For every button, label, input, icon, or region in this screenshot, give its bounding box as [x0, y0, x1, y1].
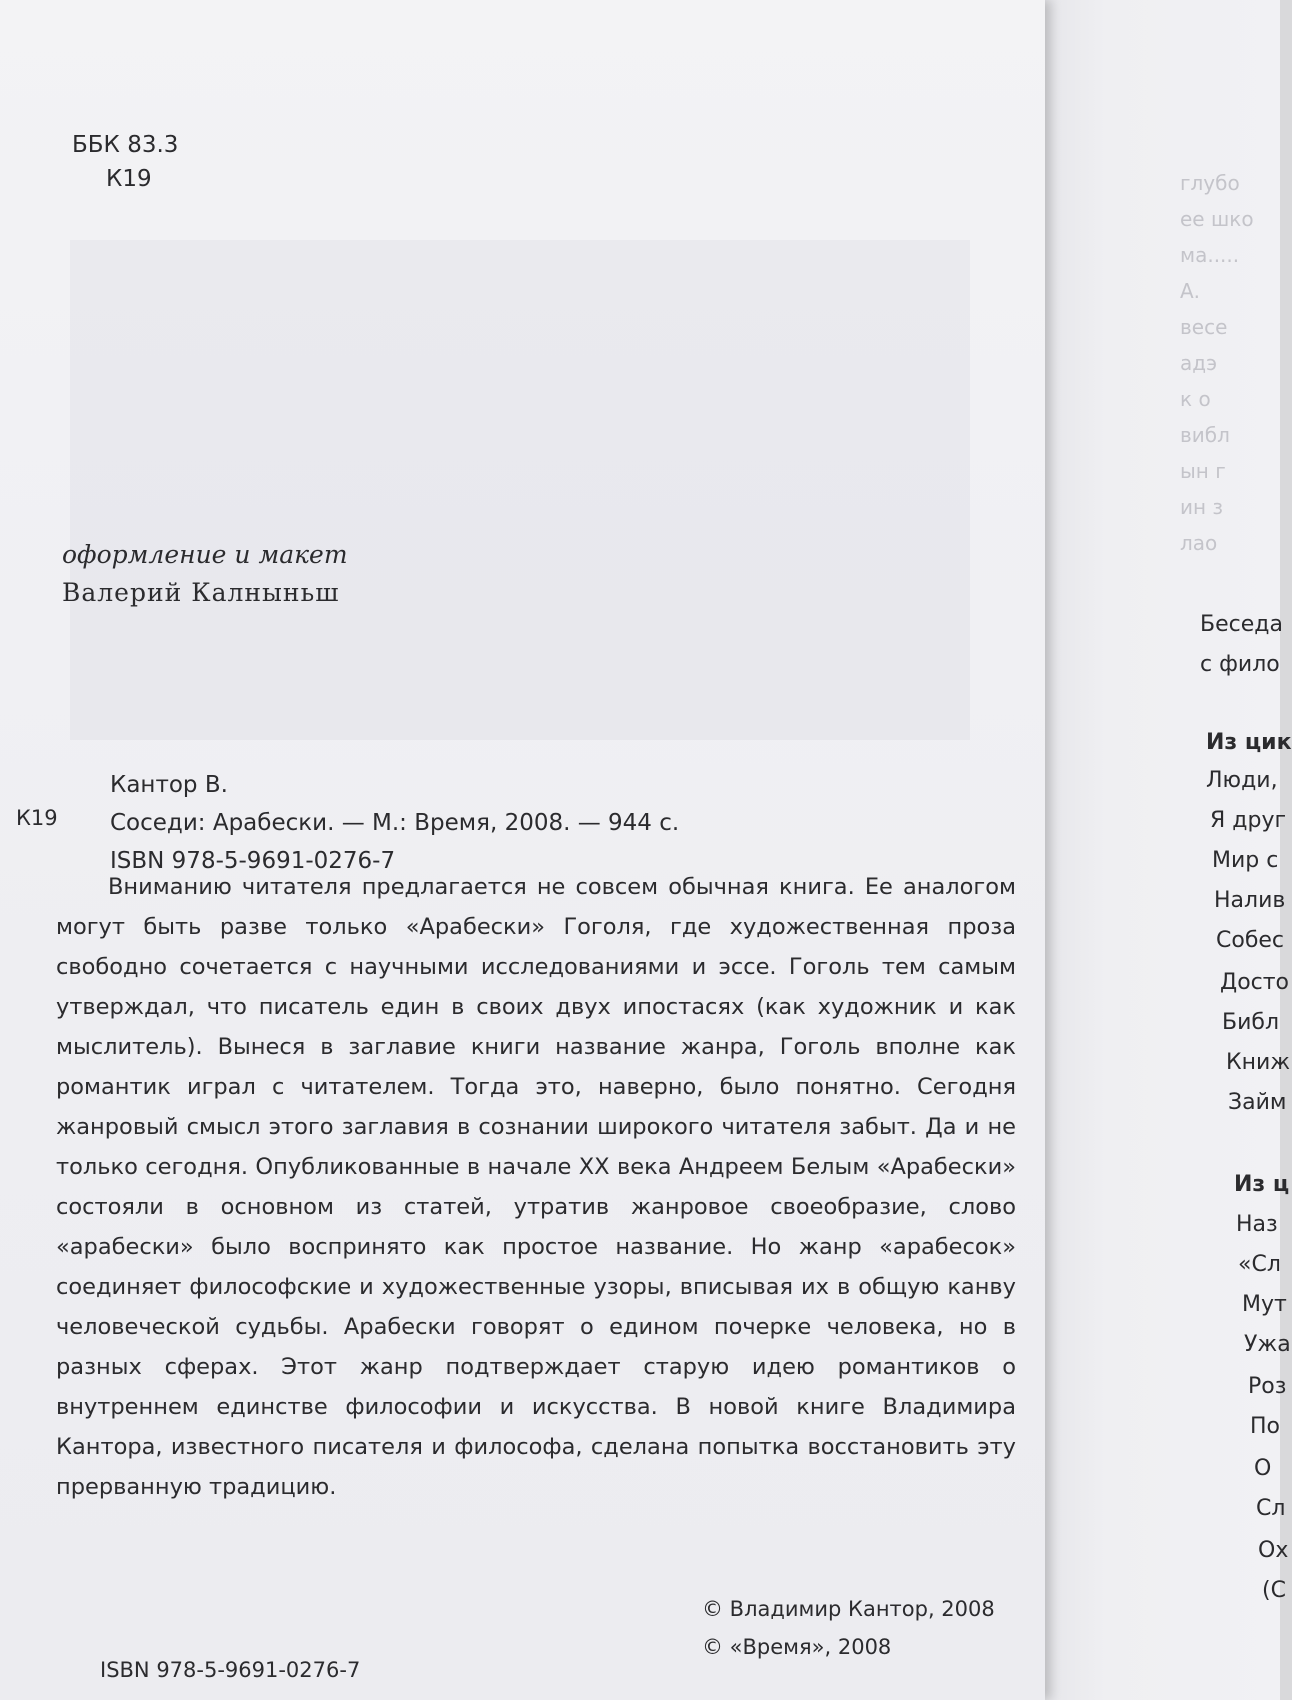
right-page-ghost-text: глубо ее шко ма..... А. весе адэ к о вибл ын г ин з лао — [1180, 171, 1254, 555]
bibliographic-record — [110, 766, 679, 880]
biblio-isbn: ISBN 978-5-9691-0276-7 — [110, 848, 396, 874]
right-page-line: Библ — [1222, 1010, 1280, 1035]
right-page-line: Беседа — [1200, 612, 1283, 637]
copyright-publisher: © «Время», 2008 — [702, 1635, 892, 1659]
right-page-line: Наз — [1236, 1212, 1278, 1237]
right-page-line: О — [1254, 1456, 1272, 1481]
credits-role: оформление и макет — [62, 540, 348, 569]
right-page-line: «Сл — [1238, 1252, 1281, 1277]
bbk-index — [72, 128, 178, 196]
right-page-line: Я друг — [1210, 808, 1287, 833]
right-page-line: Налив — [1214, 888, 1286, 913]
right-page-line: Займ — [1228, 1090, 1287, 1115]
right-page-line: Ох — [1258, 1538, 1289, 1563]
biblio-author: Кантор В. — [110, 772, 228, 798]
show-through-shadow — [70, 240, 970, 740]
author-mark: К19 — [106, 166, 152, 192]
right-page-line: (С — [1262, 1578, 1286, 1603]
right-page-line: Роз — [1248, 1374, 1287, 1399]
copyright-block — [702, 1590, 995, 1666]
right-page-line: Из цик — [1206, 730, 1292, 755]
isbn-bottom: ISBN 978-5-9691-0276-7 — [100, 1658, 361, 1682]
right-page-line: Книж — [1226, 1050, 1291, 1075]
right-page-line: По — [1250, 1414, 1281, 1439]
right-page-line: с фило — [1200, 652, 1280, 677]
credits-name: Валерий Калныньш — [62, 578, 340, 607]
right-page-line: Люди, — [1206, 768, 1278, 793]
annotation-text: Вниманию читателя предлагается не совсем обычная книга. Ее аналогом могут быть разве только «Арабески» Гоголя, где художественная проза свободно сочетается с научными исследованиями и эссе. Гоголь тем самым утверждал, что писатель един в своих двух ипостасях (как художник и как мыслитель). Вынеся в заглавие книги название жанра, Гоголь вполне как романтик играл с читателем. Тогда это, наверно, было понятно. Сегодня жанровый смысл этого заглавия в сознании широкого читателя забыт. Да и не только сегодня. Опубликованные в начале ХХ века Андреем Белым «Арабески» состояли в основном из статей, утратив жанровое своеобразие, слово «арабески» было воспринято как простое название. Но жанр «арабесок» соединяет философские и художественные узоры, вписывая их в общую канву человеческой судьбы. Арабески говорят о едином почерке человека, но в разных сферах. Этот жанр подтверждает старую идею романтиков о внутреннем единстве философии и искусства. В новой книге Владимира Кантора, известного писателя и философа, сделана попытка восстановить эту прерванную традицию. — [56, 874, 1016, 1500]
right-page-line: Досто — [1220, 970, 1290, 995]
annotation — [56, 867, 1016, 1507]
right-page-line: Ужа — [1244, 1332, 1291, 1357]
right-page-line: Мир с — [1212, 848, 1279, 873]
right-page-line: Сл — [1256, 1496, 1286, 1521]
biblio-author-mark: К19 — [16, 806, 58, 830]
biblio-title-line: Соседи: Арабески. — М.: Время, 2008. — 944 с. — [110, 810, 680, 836]
bbk-code: ББК 83.3 — [72, 132, 179, 158]
right-page-line: Из ц — [1234, 1172, 1290, 1197]
copyright-author: © Владимир Кантор, 2008 — [702, 1597, 995, 1621]
right-page-line: Мут — [1242, 1292, 1287, 1317]
right-page-line: Собес — [1216, 928, 1285, 953]
